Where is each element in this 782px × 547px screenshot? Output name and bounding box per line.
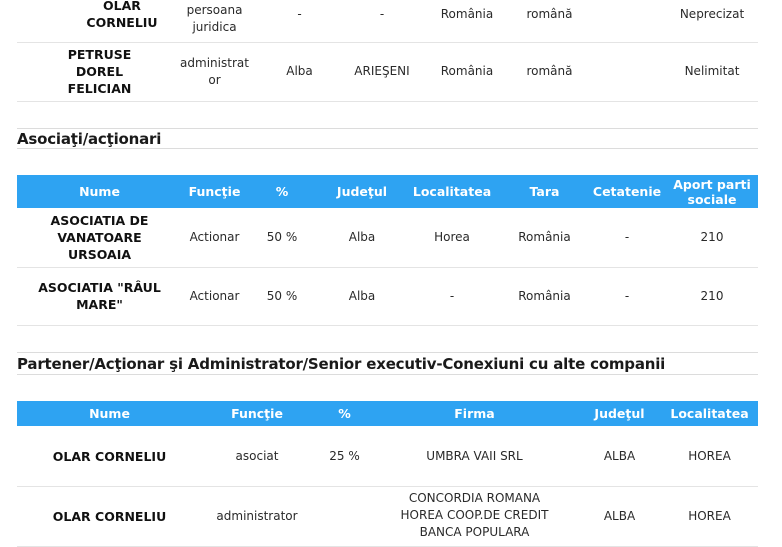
associate-citizenship: - [624,288,630,303]
connection-county: ALBA [603,508,636,523]
associates-section-title: Asociaţi/acţionari [17,130,162,148]
associate-function: Actionar [189,230,240,244]
connection-percent [317,486,372,546]
admin-name: OLAR CORNELIU [86,0,158,30]
associate-country: România [518,288,571,303]
admin-function: persoana juridica [186,2,243,34]
table-row [17,426,758,487]
admin-county: Alba [286,64,313,78]
table-row [17,486,758,547]
connection-locality: HOREA [688,508,731,523]
connection-company: UMBRA VAII SRL [426,448,523,463]
associate-function: Actionar [189,288,240,303]
admin-county: - [297,6,302,21]
section-divider [17,148,758,149]
column-header-firma: Firma [454,406,495,421]
column-header-nume: Nume [79,184,120,199]
associate-name: ASOCIATIA DE VANATOARE URSOAIA [50,213,149,262]
associate-county: Alba [348,288,376,303]
admin-locality: ARIEŞENI [354,64,410,78]
admin-citizenship: română [526,64,573,78]
connection-county: ALBA [603,448,636,463]
table-header [17,175,758,208]
column-header-procent: % [275,184,289,199]
table-header [17,401,758,426]
connection-percent: 25 % [329,448,360,463]
section-divider [17,128,758,129]
column-header-localitate: Localitatea [412,184,492,199]
connection-name: OLAR CORNELIU [52,448,167,464]
table-row [17,208,758,268]
associate-percent: 50 % [266,230,298,244]
column-header-functie: Funcţie [231,406,283,421]
admin-country: România [440,6,494,21]
connection-function: administrator [216,508,298,523]
associate-county: Alba [348,230,376,244]
column-header-judet: Judeţul [594,406,645,421]
admin-function: administrat or [180,55,249,87]
table-row [17,0,758,43]
table-row [17,42,758,102]
column-header-procent: % [338,406,351,421]
associate-contribution: 210 [700,288,724,303]
column-header-tara: Tara [529,184,560,199]
admin-locality: - [379,6,385,21]
admin-duration: Nelimitat [684,64,740,78]
table-row [17,267,758,326]
associate-percent: 50 % [266,288,298,303]
associate-locality: - [449,288,455,303]
section-divider [17,352,758,353]
column-header-nume: Nume [89,406,130,421]
associate-name: ASOCIATIA "RÂUL MARE" [38,280,161,312]
column-header-aport: Aport parti sociale [673,176,751,207]
column-header-functie: Funcţie [188,184,241,199]
connection-function: asociat [235,448,279,463]
admin-duration: Neprecizat [679,6,745,21]
associate-country: România [518,230,571,244]
admin-name: PETRUSE DOREL FELICIAN [67,47,132,96]
column-header-cetatenie: Cetatenie [592,184,662,199]
associate-contribution: 210 [700,230,724,244]
associate-citizenship: - [624,230,630,244]
admin-country: România [440,64,494,78]
column-header-judet: Judeţul [336,184,388,199]
connection-name: OLAR CORNELIU [52,508,167,524]
connection-company: CONCORDIA ROMANA HOREA COOP.DE CREDIT BANCA POPULARA [400,490,549,539]
column-header-localitate: Localitatea [670,406,749,421]
associate-locality: Horea [434,230,470,244]
section-divider [17,374,758,375]
connection-locality: HOREA [688,448,731,463]
admin-citizenship: română [526,6,573,21]
connections-section-title: Partener/Acţionar şi Administrator/Senior executiv-Conexiuni cu alte companii [17,355,666,373]
